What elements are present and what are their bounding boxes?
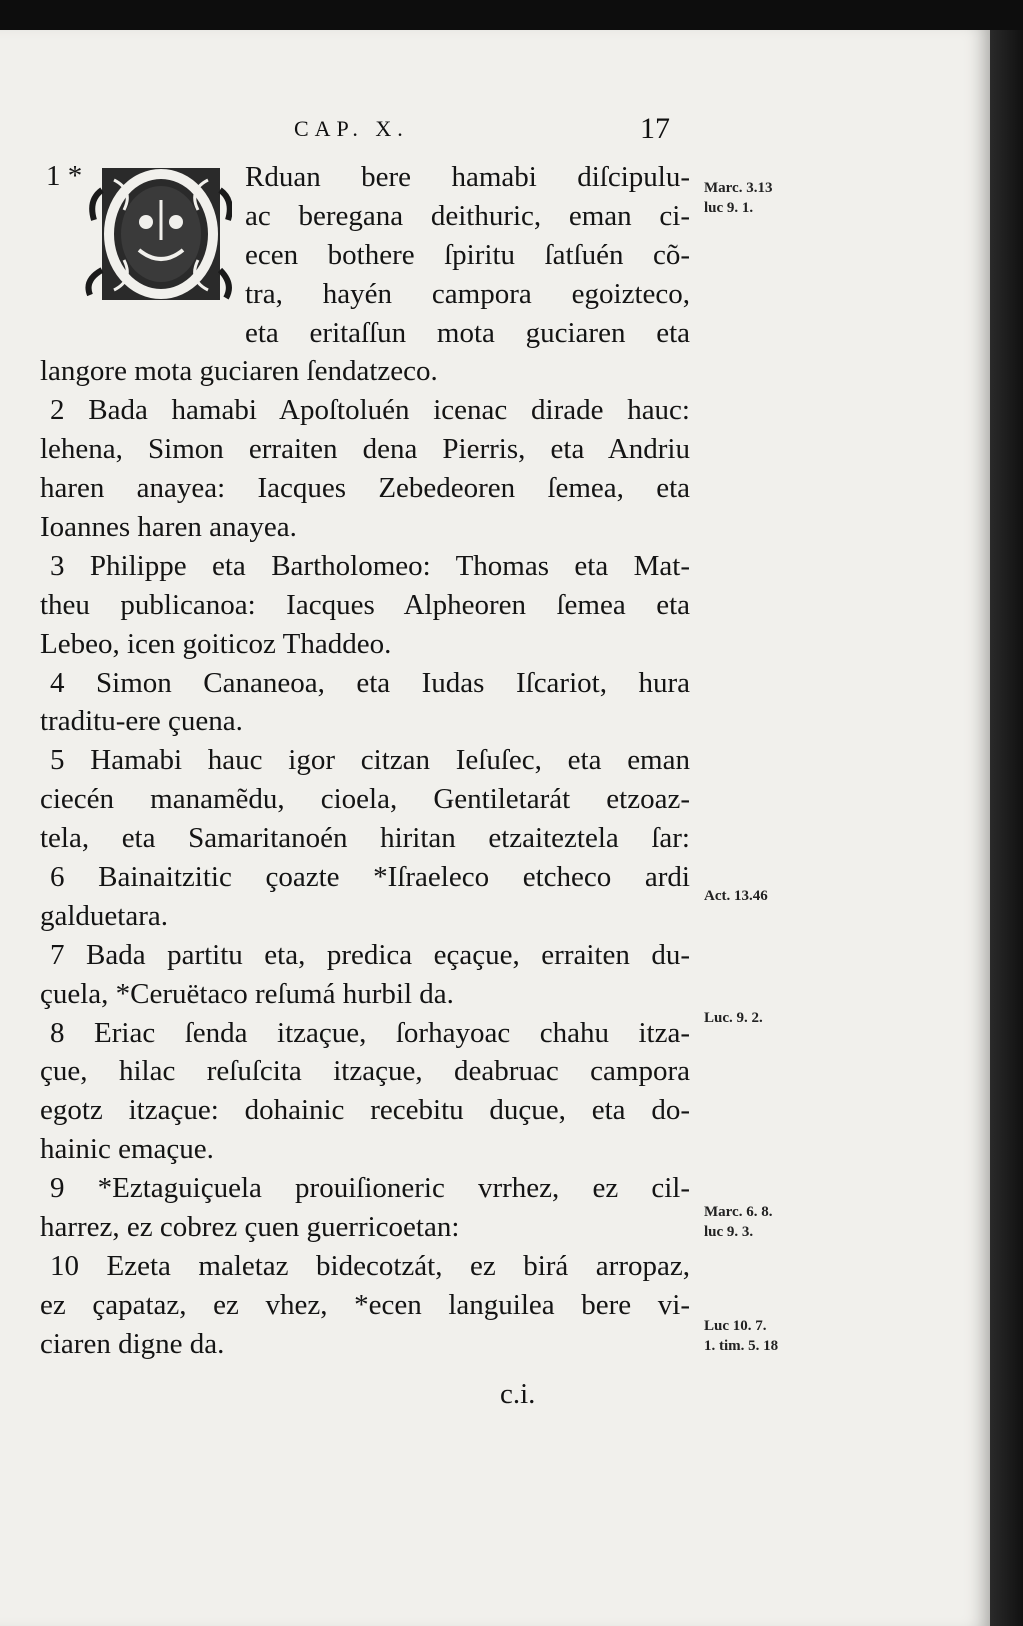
page-number: 17 xyxy=(640,112,670,145)
text-line: 8 Eriac ſenda itzaçue, ſorhayoac chahu itza- xyxy=(50,1016,690,1049)
margin-note-line: Act. 13.46 xyxy=(704,888,768,904)
verse-number-1: 1 * xyxy=(46,160,83,192)
text-line: ciecén manamẽdu, cioela, Gentiletarát etzoaz- xyxy=(40,783,690,816)
margin-note xyxy=(704,178,804,218)
margin-note xyxy=(704,1202,804,1242)
text-line: Rduan bere hamabi diſcipulu- xyxy=(245,161,690,193)
text-line: theu publicanoa: Iacques Alpheoren ſemea eta xyxy=(40,588,690,621)
text-line: ac beregana deithuric, eman ci- xyxy=(245,199,690,232)
margin-note-line: luc 9. 1. xyxy=(704,200,754,216)
text-line: haren anayea: Iacques Zebedeoren ſemea, eta xyxy=(40,472,690,505)
text-line: 9 *Eztaguiçuela prouiſioneric vrrhez, ez cil- xyxy=(50,1172,690,1205)
text-line: langore mota guciaren ſendatzeco. xyxy=(40,355,438,388)
text-line: ecen bothere ſpiritu ſatſuén cõ- xyxy=(245,238,690,271)
margin-note xyxy=(704,1316,804,1356)
margin-note-line: 1. tim. 5. 18 xyxy=(704,1338,779,1354)
text-line: 2 Bada hamabi Apoſtoluén icenac dirade hauc: xyxy=(50,394,690,427)
text-line: çuela, *Ceruëtaco reſumá hurbil da. xyxy=(40,977,454,1010)
page-edge xyxy=(990,30,1023,1626)
text-line: 3 Philippe eta Bartholomeo: Thomas eta Mat- xyxy=(50,549,690,582)
text-line: 7 Bada partitu eta, predica eçaçue, erraiten du- xyxy=(50,938,690,971)
text-line: galduetara. xyxy=(40,899,169,932)
text-line: eta eritaſſun mota guciaren eta xyxy=(245,316,690,349)
text-line: tela, eta Samaritanoén hiritan etzaiteztela ſar: xyxy=(40,822,690,855)
text-line: 4 Simon Cananeoa, eta Iudas Iſcariot, hura xyxy=(50,666,690,699)
text-line: 6 Bainaitzitic çoazte *Iſraeleco etcheco ardi xyxy=(50,861,690,894)
text-line: ciaren digne da. xyxy=(40,1327,225,1360)
text-line: traditu-ere çuena. xyxy=(40,705,243,738)
text-line: 10 Ezeta maletaz bidecotzát, ez birá arropaz, xyxy=(50,1249,690,1282)
text-line: çue, hilac reſuſcita itzaçue, deabruac campora xyxy=(40,1055,690,1088)
running-head: CAP. X. xyxy=(294,116,409,141)
body-text xyxy=(40,158,690,1364)
text-line: harrez, ez cobrez çuen guerricoetan: xyxy=(40,1211,460,1244)
margin-note-line: Marc. 6. 8. xyxy=(704,1204,773,1220)
margin-note-line: luc 9. 3. xyxy=(704,1224,754,1240)
text-line: hainic emaçue. xyxy=(40,1133,214,1166)
margin-note xyxy=(704,886,804,906)
margin-note-line: Luc 10. 7. xyxy=(704,1318,767,1334)
margin-note-line: Marc. 3.13 xyxy=(704,180,773,196)
text-line: ez çapataz, ez vhez, *ecen languilea bere vi- xyxy=(40,1288,690,1321)
text-line: Lebeo, icen goiticoz Thaddeo. xyxy=(40,627,392,660)
page-header xyxy=(0,112,990,152)
text-line: egotz itzaçue: dohainic recebitu duçue, eta do- xyxy=(40,1094,690,1127)
margin-note xyxy=(704,1008,804,1028)
text-line: tra, hayén campora egoizteco, xyxy=(245,277,690,310)
text-line: Ioannes haren anayea. xyxy=(40,511,297,544)
signature-mark: c.i. xyxy=(500,1378,536,1410)
text-line: 5 Hamabi hauc igor citzan Ieſuſec, eta eman xyxy=(50,744,690,777)
text-line: lehena, Simon erraiten dena Pierris, eta Andriu xyxy=(40,433,690,466)
margin-note-line: Luc. 9. 2. xyxy=(704,1010,763,1026)
